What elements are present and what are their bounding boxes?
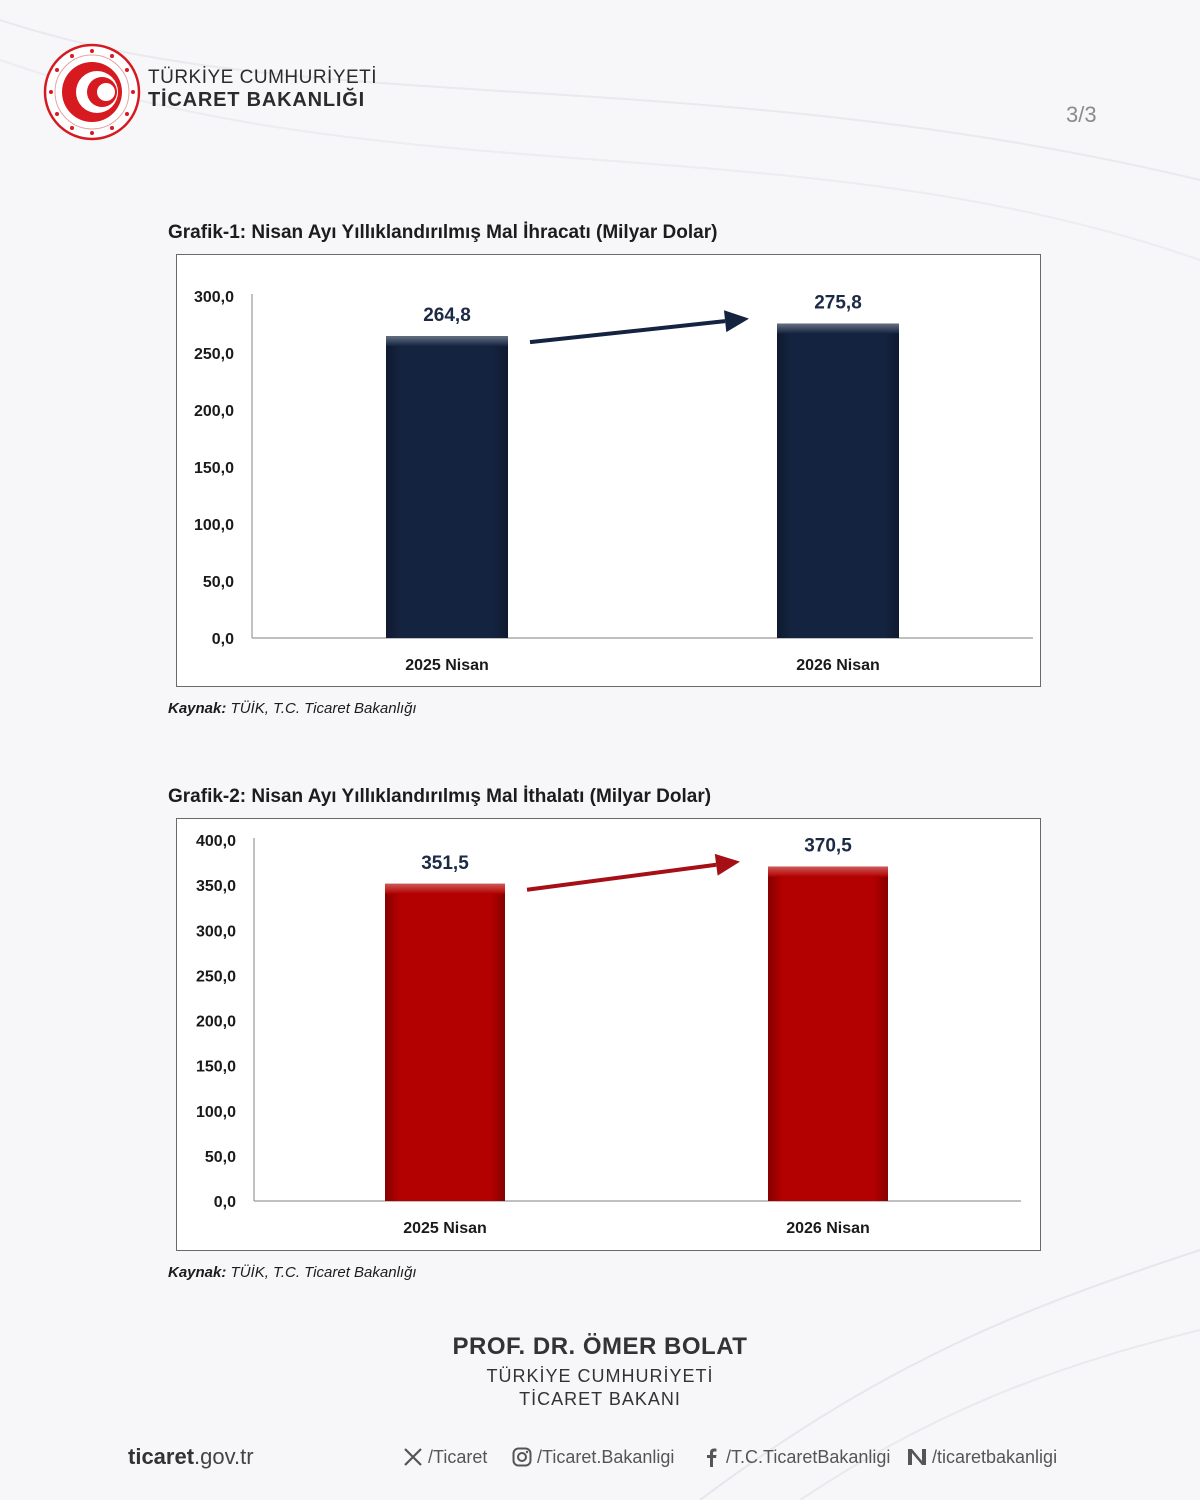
y-tick-label: 0,0	[211, 631, 234, 648]
x-tick-label: 2026 Nisan	[786, 1220, 870, 1237]
y-tick-label: 100,0	[195, 1103, 236, 1121]
y-tick-label: 250,0	[195, 968, 236, 986]
chart-2-source-label: Kaynak:	[168, 1264, 227, 1281]
y-tick-label: 350,0	[195, 878, 236, 896]
bar-top-bevel	[768, 867, 888, 877]
chart-1-plot	[177, 255, 1042, 688]
chart-2-source	[168, 1264, 417, 1281]
chart-1-source-label: Kaynak:	[168, 700, 227, 717]
bar	[768, 867, 888, 1201]
social-x-handle: /Ticaret	[428, 1446, 488, 1467]
y-tick-label: 150,0	[195, 1058, 236, 1076]
chart-1-frame	[176, 254, 1041, 687]
bar-top-bevel	[386, 336, 508, 346]
y-tick-label: 400,0	[195, 833, 236, 850]
x-tick-label: 2025 Nisan	[403, 1220, 487, 1237]
y-tick-label: 150,0	[193, 460, 234, 477]
social-instagram-handle: /Ticaret.Bakanligi	[537, 1446, 675, 1467]
chart-1-source-text: TÜİK, T.C. Ticaret Bakanlığı	[230, 700, 417, 717]
website-link[interactable]	[128, 1444, 254, 1470]
page-number: 3/3	[1066, 102, 1097, 127]
y-tick-label: 50,0	[204, 1148, 236, 1166]
website-bold: ticaret	[128, 1444, 195, 1469]
chart-1-source	[168, 700, 417, 717]
chart-2-plot	[177, 819, 1042, 1252]
y-tick-label: 200,0	[195, 1013, 236, 1031]
website-rest: .gov.tr	[194, 1444, 254, 1469]
y-tick-label: 200,0	[193, 403, 234, 420]
y-tick-label: 250,0	[193, 346, 234, 363]
trend-arrow-head	[715, 854, 740, 876]
y-tick-label: 100,0	[193, 517, 234, 534]
trend-arrow	[527, 865, 716, 890]
ministry-name	[148, 68, 377, 111]
bar	[386, 336, 508, 638]
bar	[385, 884, 505, 1201]
social-facebook-handle: /T.C.TicaretBakanligi	[726, 1446, 891, 1467]
x-tick-label: 2025 Nisan	[405, 657, 489, 674]
trend-arrow-head	[724, 310, 749, 332]
minister-role-line1: TÜRKİYE CUMHURİYETİ	[486, 1366, 714, 1386]
social-nsosyal-handle: /ticaretbakanligi	[932, 1446, 1058, 1467]
trend-arrow	[530, 321, 725, 342]
data-label: 370,5	[804, 835, 852, 857]
minister-name: PROF. DR. ÖMER BOLAT	[452, 1333, 748, 1360]
social-instagram[interactable]	[511, 1446, 674, 1468]
x-icon	[402, 1446, 424, 1468]
y-tick-label: 50,0	[202, 574, 234, 591]
chart-2-title: Grafik-2: Nisan Ayı Yıllıklandırılmış Mal İthalatı (Milyar Dolar)	[168, 786, 712, 807]
data-label: 275,8	[814, 292, 862, 314]
y-tick-label: 300,0	[195, 923, 236, 941]
social-facebook[interactable]	[700, 1446, 890, 1468]
bar	[777, 324, 899, 638]
data-label: 264,8	[423, 305, 471, 327]
y-tick-label: 0,0	[213, 1194, 236, 1211]
ministry-name-line1: TÜRKİYE CUMHURİYETİ	[148, 67, 378, 88]
social-nsosyal[interactable]	[906, 1446, 1057, 1468]
social-x[interactable]	[402, 1446, 487, 1468]
bar-top-bevel	[777, 324, 899, 334]
x-tick-label: 2026 Nisan	[796, 657, 880, 674]
chart-2-frame	[176, 818, 1041, 1251]
bar-top-bevel	[385, 884, 505, 894]
data-label: 351,5	[421, 852, 469, 874]
nsosyal-icon	[906, 1446, 928, 1468]
footer	[0, 1440, 1200, 1476]
facebook-icon	[700, 1446, 722, 1468]
minister-role-line2: TİCARET BAKANI	[519, 1389, 681, 1409]
signature-block	[0, 1333, 1200, 1411]
instagram-icon	[511, 1446, 533, 1468]
ministry-name-line2: TİCARET BAKANLIĞI	[148, 88, 365, 111]
ministry-logo-icon	[42, 42, 142, 142]
y-tick-label: 300,0	[193, 289, 234, 306]
chart-1-title: Grafik-1: Nisan Ayı Yıllıklandırılmış Mal İhracatı (Milyar Dolar)	[168, 222, 718, 243]
chart-2-source-text: TÜİK, T.C. Ticaret Bakanlığı	[230, 1264, 417, 1281]
